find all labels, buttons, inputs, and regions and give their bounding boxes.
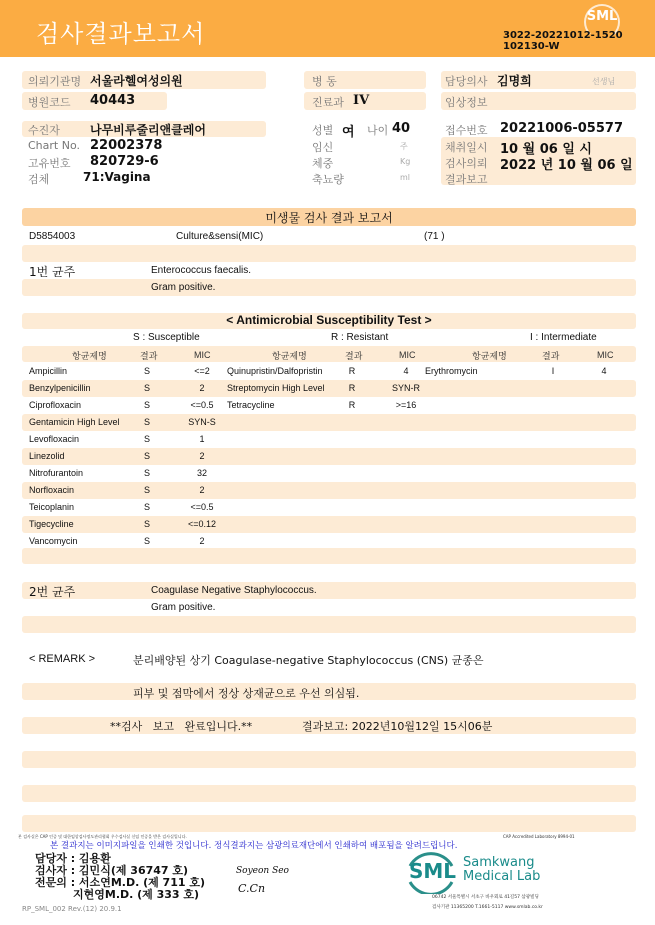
col1-drug-header: 항균제명 — [72, 351, 107, 361]
col1-mic-cell: 1 — [199, 434, 205, 444]
test-code: D5854003 — [29, 231, 76, 242]
col2-drug-cell: Tetracycline — [227, 400, 275, 410]
col1-mic-cell: <=0.5 — [190, 400, 214, 410]
lab-name-line2: Medical Lab — [463, 869, 541, 884]
test-name: Culture&sensi(MIC) — [176, 231, 264, 242]
col1-result-cell: S — [143, 485, 150, 495]
request-value: 2022 년 10 월 06 일 — [500, 158, 633, 173]
collection-value: 10 월 06 일 시 — [500, 142, 592, 157]
hospital-code-label: 병원코드 — [28, 96, 71, 109]
col1-drug-cell: Ciprofloxacin — [29, 400, 82, 410]
urine-label: 축뇨량 — [312, 173, 344, 186]
receipt-no-value: 20221006-05577 — [500, 121, 623, 136]
age-label: 나이 — [367, 124, 389, 137]
legend-resistant: R : Resistant — [331, 332, 389, 343]
remark-label: < REMARK > — [29, 653, 96, 665]
ward-label: 병 동 — [312, 75, 337, 88]
patient-value: 나무비루줄리앤클레어 — [90, 123, 206, 137]
institution-label: 의뢰기관명 — [28, 75, 82, 88]
specimen-label: 검체 — [28, 173, 50, 186]
manager: 담당자 : 김용환 — [35, 852, 111, 865]
weight-label: 체중 — [312, 157, 334, 170]
isolate2-label: 2번 균주 — [29, 585, 76, 599]
urine-unit: ml — [400, 173, 411, 182]
col3-result-header: 결과 — [542, 351, 560, 361]
doctor-label: 담당의사 — [445, 75, 488, 88]
ast-title: < Antimicrobial Susceptibility Test > — [226, 313, 432, 327]
col1-mic-cell: 32 — [196, 468, 207, 478]
print-notice: 본 결과지는 이미지파일을 인쇄한 것입니다. 정식결과지는 삼광의료재단에서 인쇄하여 배포됨을 알려드립니다. — [50, 841, 458, 851]
isolate1-label: 1번 균주 — [29, 265, 76, 279]
unique-no-value: 820729-6 — [90, 154, 159, 169]
pregnancy-unit: 주 — [400, 142, 408, 151]
form-code: RP_SML_002 Rev.(12) 20.9.1 — [22, 905, 122, 913]
lab-name-line1: Samkwang — [463, 855, 535, 870]
fine-print: 본 검사실은 CAP 인증 및 대한임상검사정도관리협회 우수검사실 신임 인증을 받은 검사실입니다. — [18, 834, 187, 839]
specialist1: 전문의 : 서소연M.D. (제 711 호) — [35, 876, 206, 889]
blank-row — [22, 616, 636, 633]
blank-row — [22, 751, 636, 768]
isolate2-row — [22, 582, 636, 599]
chart-no-value: 22002378 — [90, 138, 163, 153]
col1-mic-cell: <=0.12 — [187, 519, 217, 529]
specimen-value: 71:Vagina — [83, 170, 151, 184]
lab-logo: SML — [409, 859, 457, 883]
blank-row — [22, 785, 636, 802]
col1-drug-cell: Levofloxacin — [29, 434, 80, 444]
col2-drug-cell: Quinupristin/Dalfopristin — [227, 366, 323, 376]
col2-result-cell: R — [348, 366, 356, 376]
col1-drug-cell: Linezolid — [29, 451, 65, 461]
col3-mic-cell: 4 — [601, 366, 607, 376]
col2-result-header: 결과 — [345, 351, 363, 361]
request-label: 검사의뢰 — [445, 157, 488, 170]
remark-line2: 피부 및 점막에서 정상 상재균으로 우선 의심됨. — [133, 687, 360, 700]
report-code — [503, 30, 623, 52]
isolate1-gram: Gram positive. — [151, 282, 216, 293]
sex-value: 여 — [342, 125, 355, 140]
report-header — [0, 0, 655, 57]
col1-mic-cell: 2 — [199, 536, 205, 546]
col1-mic-cell: 2 — [199, 451, 205, 461]
remark-line1: 분리배양된 상기 Coagulase-negative Staphylococcus (CNS) 균종은 — [133, 654, 484, 667]
weight-unit: Kg — [400, 157, 411, 166]
col1-result-cell: S — [143, 383, 150, 393]
result-report-label: 결과보고 — [445, 173, 488, 186]
col1-mic-cell: SYN-S — [188, 417, 216, 427]
col1-result-cell: S — [143, 417, 150, 427]
blank-row — [22, 815, 636, 832]
col2-mic-cell: SYN-R — [391, 383, 420, 393]
col1-result-cell: S — [143, 366, 150, 376]
institution-value: 서울라헬여성의원 — [90, 74, 183, 88]
collection-label: 채취일시 — [445, 141, 488, 154]
col1-result-header: 결과 — [140, 351, 158, 361]
col1-mic-cell: <=2 — [194, 366, 210, 376]
department-label: 진료과 — [312, 96, 344, 109]
report-code-line2: 102130-W — [503, 41, 560, 52]
col2-result-cell: R — [348, 383, 356, 393]
col2-mic-cell: >=16 — [395, 400, 417, 410]
examiner: 검사자 : 김민식(제 36747 호) — [35, 864, 189, 877]
pregnancy-label: 임신 — [312, 141, 334, 154]
clinical-info-label: 임상정보 — [445, 96, 488, 109]
lab-name — [463, 856, 540, 884]
col1-drug-cell: Gentamicin High Level — [29, 417, 120, 427]
col2-mic-cell: 4 — [403, 366, 409, 376]
col1-drug-cell: Vancomycin — [29, 536, 78, 546]
sex-label: 성별 — [312, 124, 334, 137]
cap-text: CAP Accredited Laboratory 8994-01 — [503, 834, 575, 839]
signature2: C.Cn — [238, 882, 266, 895]
signature1: Soyeon Seo — [236, 866, 289, 876]
ast-row-background — [22, 482, 636, 499]
col2-drug-cell: Streptomycin High Level — [227, 383, 325, 393]
col1-mic-cell: <=0.5 — [190, 502, 214, 512]
col1-result-cell: S — [143, 502, 150, 512]
doctor-suffix: 선생님 — [592, 77, 616, 86]
page-title: 검사결과보고서 — [36, 20, 206, 48]
result-report-time: 결과보고: 2022년10월12일 15시06분 — [302, 720, 493, 733]
section-title: 미생물 검사 결과 보고서 — [265, 211, 393, 225]
age-value: 40 — [392, 121, 411, 136]
specialist2: 지현영M.D. (제 333 호) — [73, 888, 200, 901]
ast-row-background — [22, 516, 636, 533]
staff-block — [35, 853, 205, 901]
col1-result-cell: S — [143, 468, 150, 478]
col3-drug-cell: Erythromycin — [425, 366, 478, 376]
ast-row-background — [22, 380, 636, 397]
col1-mic-header: MIC — [194, 350, 211, 360]
col1-drug-cell: Benzylpenicillin — [29, 383, 91, 393]
legend-intermediate: I : Intermediate — [530, 332, 597, 343]
col1-result-cell: S — [143, 400, 150, 410]
col1-result-cell: S — [143, 451, 150, 461]
col1-drug-cell: Ampicillin — [29, 366, 68, 376]
isolate1-gram-row — [22, 279, 636, 296]
blank-row — [22, 548, 636, 564]
col1-drug-cell: Teicoplanin — [29, 502, 75, 512]
col3-drug-header: 항균제명 — [472, 351, 507, 361]
col1-mic-cell: 2 — [199, 383, 205, 393]
col1-result-cell: S — [143, 434, 150, 444]
receipt-no-label: 접수번호 — [445, 124, 488, 137]
ast-row-background — [22, 448, 636, 465]
col1-drug-cell: Norfloxacin — [29, 485, 75, 495]
col3-result-cell: I — [551, 366, 555, 376]
lab-address: 06742 서울특별시 서초구 바우뫼로 41길57 삼광빌딩 — [432, 895, 539, 900]
report-code-line1: 3022-20221012-1520 — [503, 30, 623, 41]
col1-result-cell: S — [143, 519, 150, 529]
isolate2-gram: Gram positive. — [151, 602, 216, 613]
col1-result-cell: S — [143, 536, 150, 546]
completion-text: **검사 보고 완료입니다.** — [110, 720, 253, 733]
isolate1-organism: Enterococcus faecalis. — [151, 265, 252, 276]
col1-drug-cell: Tigecycline — [29, 519, 74, 529]
sml-logo-icon: SML — [586, 9, 618, 24]
isolate2-organism: Coagulase Negative Staphylococcus. — [151, 585, 317, 596]
col3-mic-header: MIC — [597, 350, 614, 360]
specimen-code: (71 ) — [424, 231, 445, 242]
col2-drug-header: 항균제명 — [272, 351, 307, 361]
hospital-code-value: 40443 — [90, 93, 136, 108]
patient-label: 수진자 — [28, 124, 60, 137]
legend-susceptible: S : Susceptible — [133, 332, 200, 343]
department-value: IV — [353, 93, 370, 108]
col1-drug-cell: Nitrofurantoin — [29, 468, 84, 478]
lab-registration: 검사기관 11365200 T.1661-5117 www.smlab.co.kr — [432, 905, 543, 910]
col1-mic-cell: 2 — [199, 485, 205, 495]
col2-mic-header: MIC — [399, 350, 416, 360]
chart-no-label: Chart No. — [28, 139, 80, 152]
blank-row — [22, 245, 636, 262]
unique-no-label: 고유번호 — [28, 157, 71, 170]
doctor-value: 김명희 — [497, 74, 532, 88]
col2-result-cell: R — [348, 400, 356, 410]
